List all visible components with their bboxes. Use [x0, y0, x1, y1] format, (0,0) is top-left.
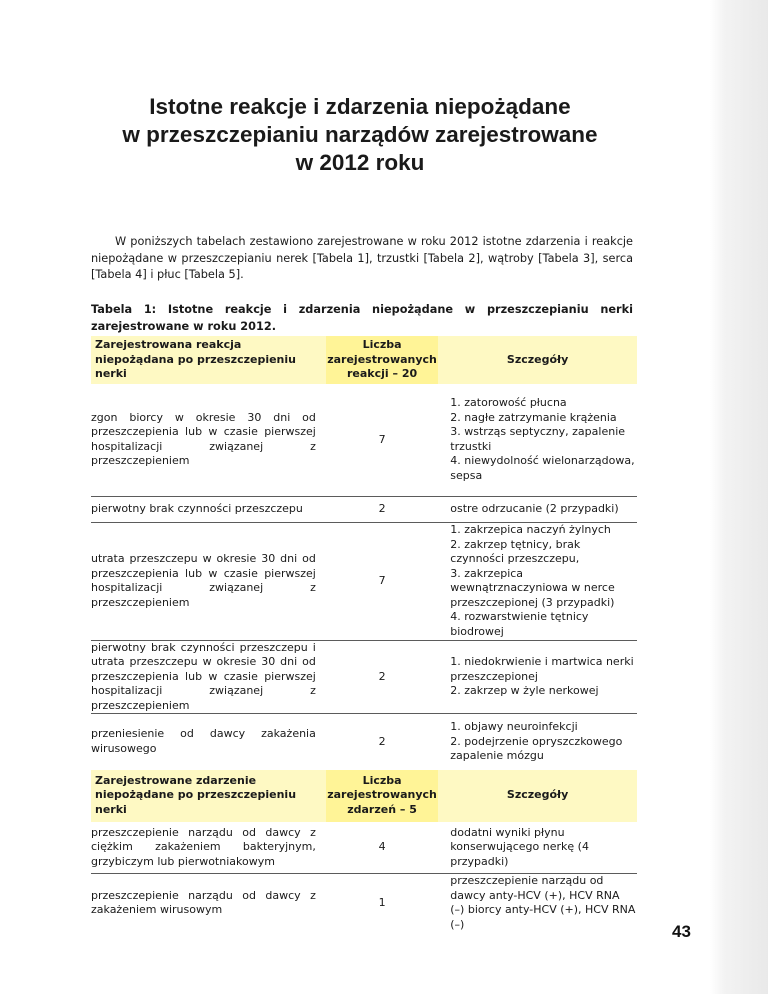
- detail-line: 2. zakrzep w żyle nerkowej: [450, 684, 599, 697]
- count-cell: 7: [326, 522, 438, 640]
- table-row: [91, 522, 637, 640]
- header-details: Szczegóły: [438, 770, 637, 822]
- table-row: [91, 496, 637, 522]
- header-count-line: Liczba: [362, 773, 402, 787]
- detail-line: 4. rozwarstwienie tętnicy biodrowej: [450, 610, 589, 638]
- detail-line: 3. wstrząs septyczny, zapalenie trzustki: [450, 425, 626, 453]
- table-row: [91, 384, 637, 496]
- header-count-line: reakcji – 20: [346, 367, 418, 381]
- detail-line: 2. nagłe zatrzymanie krążenia: [450, 410, 617, 424]
- event-cell: pierwotny brak czynności przeszczepu: [91, 496, 326, 522]
- table-row: [91, 874, 637, 933]
- count-cell: 2: [326, 640, 438, 714]
- header-count-line: zarejestrowanych: [327, 788, 437, 802]
- detail-line: 1. zatorowość płucna: [450, 396, 567, 410]
- page-number: 43: [672, 922, 691, 941]
- detail-line: 2. podejrzenie opryszczkowego zapalenie mózgu: [450, 734, 623, 762]
- table-caption: Tabela 1: Istotne reakcje i zdarzenia niepożądane w przeszczepianiu nerki zarejestrowane w roku 2012.: [91, 303, 633, 333]
- header-count-line: zdarzeń – 5: [347, 802, 417, 816]
- detail-line: 1. niedokrwienie i martwica nerki przeszczepionej: [450, 655, 634, 683]
- title-line-2: w przeszczepianiu narządów zarejestrowane: [122, 122, 598, 147]
- details-cell: [438, 714, 637, 770]
- table-row: [91, 822, 637, 874]
- table-header-reactions: [91, 336, 637, 384]
- header-event-count: [326, 770, 438, 822]
- header-reaction-label: Zarejestrowana reakcja niepożądana po przeszczepieniu nerki: [91, 336, 326, 384]
- header-count-line: zarejestrowanych: [327, 352, 437, 366]
- event-cell: przeniesienie od dawcy zakażenia wirusowego: [91, 714, 326, 770]
- page-edge-shadow: [710, 0, 768, 994]
- count-cell: 2: [326, 714, 438, 770]
- table-row: [91, 640, 637, 714]
- count-cell: 1: [326, 874, 438, 933]
- header-count-line: Liczba: [362, 338, 402, 352]
- count-cell: 2: [326, 496, 438, 522]
- event-cell: przeszczepienie narządu od dawcy z ciężkim zakażeniem bakteryjnym, grzybiczym lub pierwotniakowym: [91, 825, 316, 868]
- header-event-label: Zarejestrowane zdarzenie niepożądane po przeszczepieniu nerki: [91, 770, 326, 822]
- details-cell: [438, 874, 637, 933]
- title-line-3: w 2012 roku: [295, 150, 425, 175]
- details-cell: [438, 496, 637, 522]
- event-cell: utrata przeszczepu w okresie 30 dni od przeszczepienia lub w czasie pierwszej hospitalizacji związanej z przeszczepieniem: [91, 522, 326, 640]
- details-cell: [438, 522, 637, 640]
- details-cell: [438, 822, 637, 874]
- detail-line: 1. objawy neuroinfekcji: [450, 720, 578, 733]
- detail-line: 2. zakrzep tętnicy, brak czynności przeszczepu,: [450, 537, 581, 565]
- details-cell: [438, 640, 637, 714]
- table-header-events: [91, 770, 637, 822]
- detail-line: ostre odrzucanie (2 przypadki): [450, 501, 619, 515]
- page-title: [100, 93, 620, 177]
- count-cell: 7: [378, 432, 386, 446]
- event-cell: pierwotny brak czynności przeszczepu i utrata przeszczepu w okresie 30 dni od przeszczepienia lub w czasie pierwszej hospitalizacji związanej z przeszczepieniem: [91, 640, 326, 714]
- count-cell: 4: [378, 840, 386, 853]
- event-cell: przeszczepienie narządu od dawcy z zakażeniem wirusowym: [91, 874, 326, 933]
- detail-line: przeszczepienie narządu od dawcy anty-HCV (+), HCV RNA (–) biorcy anty-HCV (+), HCV RNA (–): [450, 874, 636, 931]
- detail-line: 1. zakrzepica naczyń żylnych: [450, 523, 611, 536]
- event-cell: zgon biorcy w okresie 30 dni od przeszczepienia lub w czasie pierwszej hospitalizacji związanej z przeszczepieniem: [91, 410, 316, 468]
- intro-paragraph: W poniższych tabelach zestawiono zarejestrowane w roku 2012 istotne zdarzenia i reakcje niepożądane w przeszczepianiu nerek [Tabela 1], trzustki [Tabela 2], wątroby [Tabela 3], serca [Tabela 4] i płuc [Tabela 5].: [91, 235, 633, 281]
- title-line-1: Istotne reakcje i zdarzenia niepożądane: [149, 94, 571, 119]
- header-details: Szczegóły: [438, 336, 637, 384]
- details-cell: [438, 384, 637, 496]
- header-reaction-count: [326, 336, 438, 384]
- adverse-events-table: [91, 336, 637, 932]
- detail-line: 4. niewydolność wielonarządowa, sepsa: [450, 454, 635, 482]
- table-row: [91, 714, 637, 770]
- detail-line: dodatni wyniki płynu konserwującego nerkę (4 przypadki): [450, 825, 589, 868]
- detail-line: 3. zakrzepica wewnątrznaczyniowa w nerce przeszczepionej (3 przypadki): [450, 566, 615, 609]
